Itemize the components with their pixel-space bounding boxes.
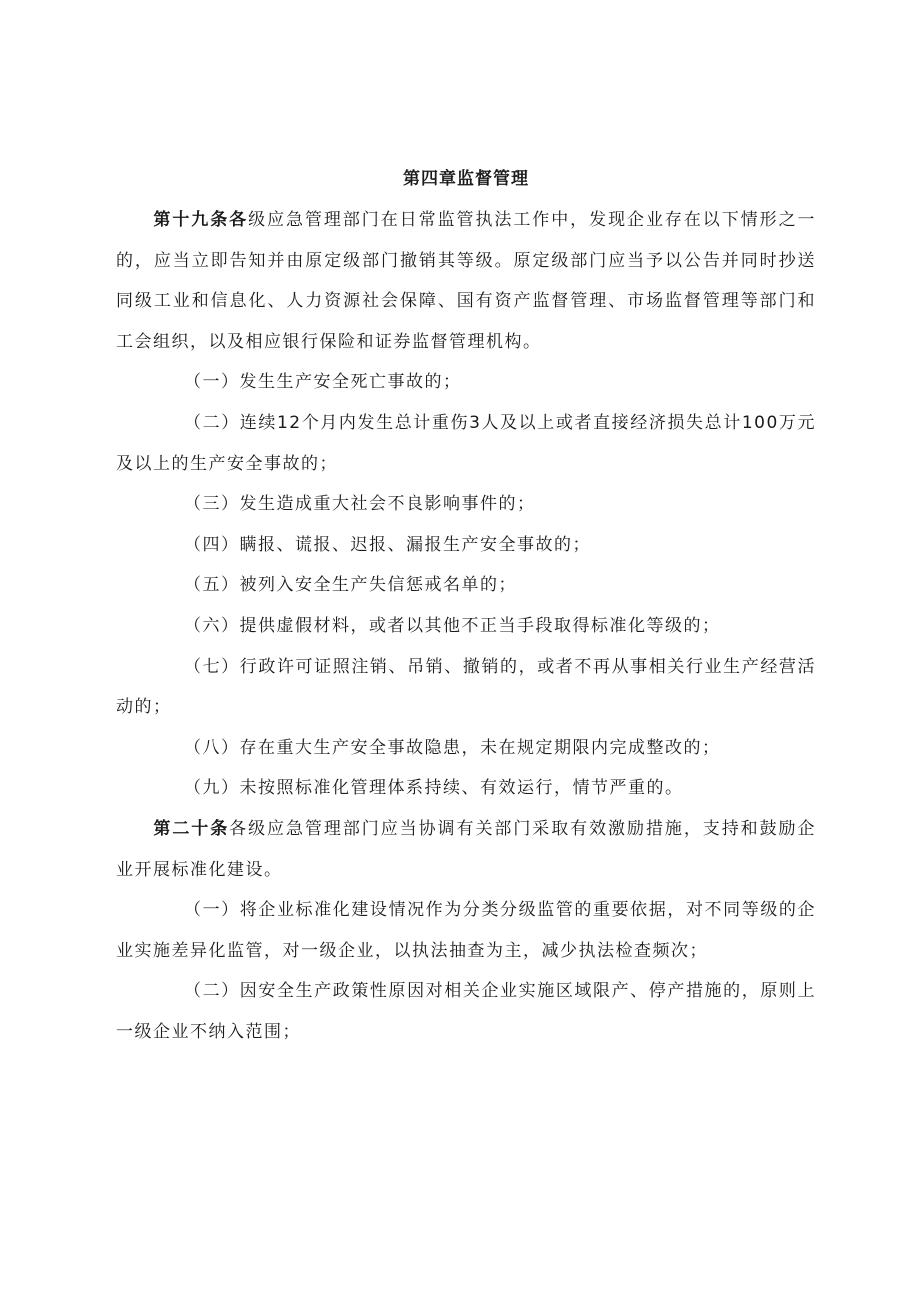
article-19-item-4: （四）瞒报、谎报、迟报、漏报生产安全事故的； [184,534,591,555]
article-20-item-2: （二）因安全生产政策性原因对相关企业实施区域限产、停产措施的，原则上一级企业不纳入范围； [116,981,816,1042]
article-20-number: 第二十条 [153,818,230,839]
article-19-text: 级应急管理部门在日常监管执法工作中，发现企业存在以下情形之一的，应当立即告知并由原定级部门撤销其等级。原定级部门应当予以公告并同时抄送同级工业和信息化、人力资源社会保障、国有资产监督管理、市场监督管理等部门和工会组织，以及相应银行保险和证券监督管理机构。 [116,210,817,352]
document-body [116,160,816,1052]
article-19-item-6: （六）提供虚假材料，或者以其他不正当手段取得标准化等级的； [184,615,721,636]
article-20-paragraph [116,809,816,890]
article-19-item-2: （二）连续12个月内发生总计重伤3人及以上或者直接经济损失总计100万元及以上的生产安全事故的； [116,412,816,474]
article-20-text: 各级应急管理部门应当协调有关部门采取有效激励措施，支持和鼓励企业开展标准化建设。 [116,818,817,880]
article-19-item-1: （一）发生生产安全死亡事故的； [184,372,462,393]
article-19-number: 第十九条各 [153,210,249,230]
article-20-item-1: （一）将企业标准化建设情况作为分类分级监管的重要依据，对不同等级的企业实施差异化监管，对一级企业，以执法抽查为主，减少执法检查频次； [116,900,816,961]
article-19-item-7: （七）行政许可证照注销、吊销、撤销的，或者不再从事相关行业生产经营活动的； [116,656,816,718]
article-19-paragraph [116,200,816,362]
chapter-title: 第四章监督管理 [403,169,529,189]
article-19-item-3: （三）发生造成重大社会不良影响事件的； [184,494,536,515]
article-19-item-9: （九）未按照标准化管理体系持续、有效运行，情节严重的。 [184,778,684,799]
article-19-item-8: （八）存在重大生产安全事故隐患，未在规定期限内完成整改的； [184,737,721,758]
article-19-item-5: （五）被列入安全生产失信惩戒名单的； [184,575,517,596]
